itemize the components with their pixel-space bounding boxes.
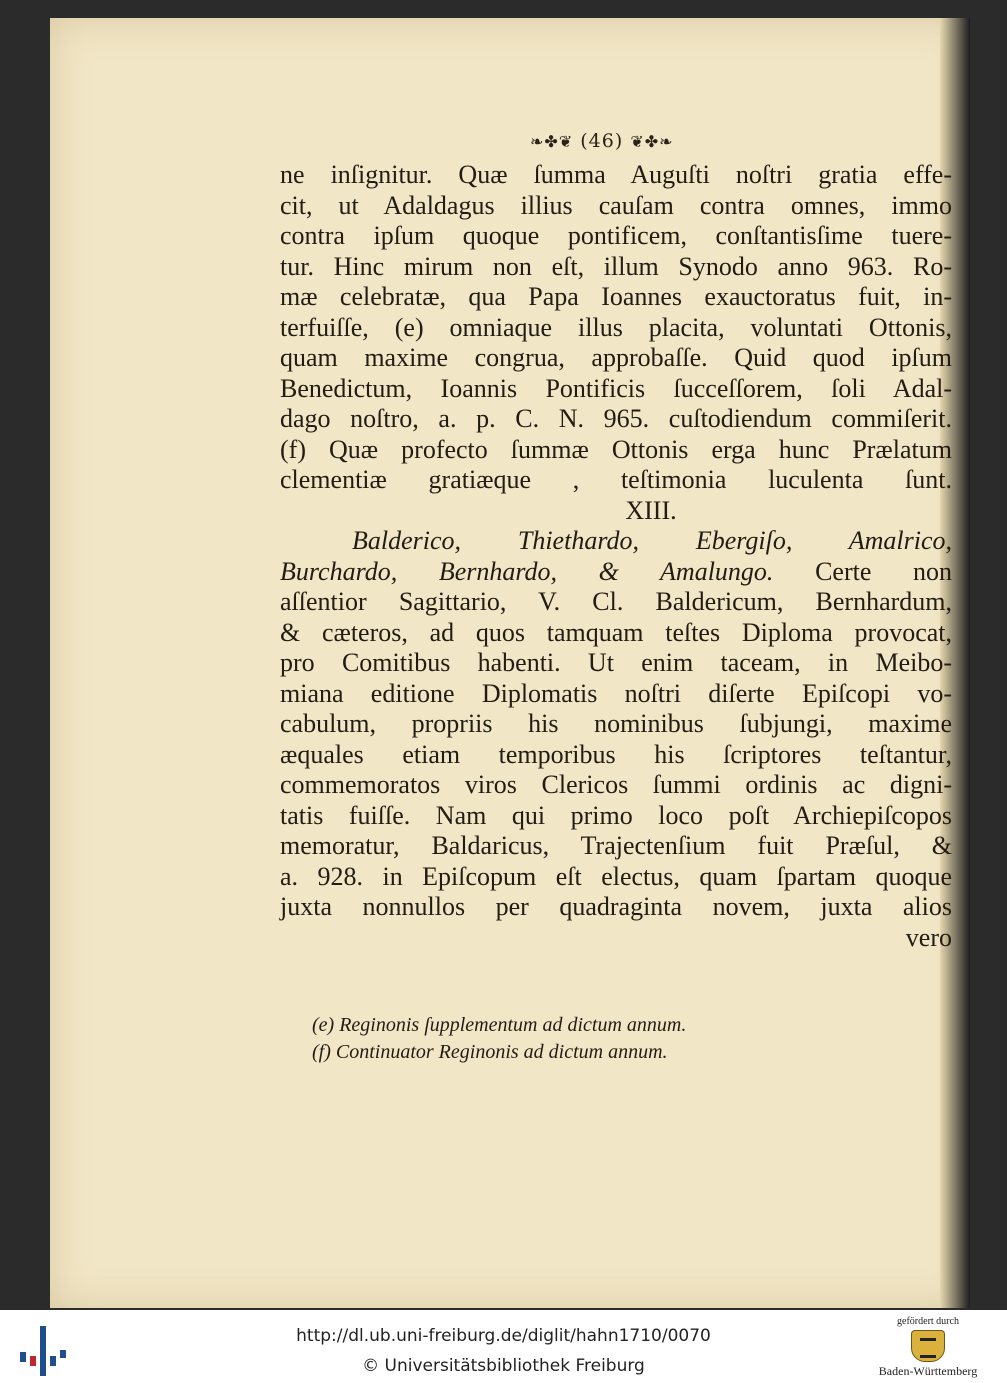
text-line: cit, ut Adaldagus illius cauſam contra omnes, immo <box>280 190 952 220</box>
footnotes <box>312 1012 686 1066</box>
text-line: miana editione Diplomatis noſtri diſerte Epiſcopi vo- <box>280 678 952 708</box>
footnote-e: (e) Reginonis ſupplementum ad dictum annum. <box>312 1014 687 1036</box>
text-line: pro Comitibus habenti. Ut enim taceam, in Meibo- <box>280 648 952 677</box>
text-line: (f) Quæ profecto ſummæ Ottonis erga hunc Prælatum <box>280 434 952 464</box>
footnote-f: (f) Continuator Reginonis ad dictum annum. <box>312 1041 668 1063</box>
text-line: & cæteros, ad quos tamquam teſtes Diploma provocat, <box>280 617 952 647</box>
ornament-right-icon: ❦✤❧ <box>630 132 674 151</box>
funding-state: Baden-Württemberg <box>878 1364 978 1378</box>
running-head <box>530 130 674 152</box>
text-line: ne inſignitur. Quæ ſumma Auguſti noſtri gratia effe- <box>280 160 952 189</box>
text-fragment: Certe non <box>815 556 952 586</box>
text-line: contra ipſum quoque pontificem, conſtantisſime tuere- <box>280 221 952 250</box>
text-line: juxta nonnullos per quadraginta novem, juxta alios <box>280 892 952 921</box>
state-coat-of-arms-icon <box>911 1330 945 1362</box>
text-line-mixed <box>280 557 952 588</box>
text-line: tur. Hinc mirum non eſt, illum Synodo anno 963. Ro- <box>280 251 952 281</box>
catchword: vero <box>905 922 952 952</box>
funding-label: gefördert durch <box>897 1316 959 1327</box>
text-line: memoratur, Baldaricus, Trajectenſium fuit Præſul, & <box>280 831 952 860</box>
text-line: quam maxime congrua, approbaſſe. Quid quod ipſum <box>280 343 952 372</box>
text-line: commemoratos viros Clericos ſummi ordinis ac digni- <box>280 770 952 799</box>
section-number: XIII. <box>625 495 677 525</box>
text-line: cabulum, propriis his nominibus ſubjungi, maxime <box>280 709 952 738</box>
permalink-url[interactable]: http://dl.ub.uni-freiburg.de/diglit/hahn1710/0070 <box>296 1326 711 1346</box>
funding-badge[interactable] <box>868 1316 988 1379</box>
text-line: a. 928. in Epiſcopum eſt electus, quam ſpartam quoque <box>280 861 952 891</box>
text-line: tatis fuiſſe. Nam qui primo loco poſt Archiepiſcopos <box>280 800 952 830</box>
body-text <box>280 160 952 953</box>
text-line: clementiæ gratiæque , teſtimonia luculenta ſunt. <box>280 465 952 494</box>
text-line: aſſentior Sagittario, V. Cl. Baldericum, Bernhardum, <box>280 587 952 616</box>
text-line: terfuiſſe, (e) omniaque illus placita, voluntati Ottonis, <box>280 312 952 342</box>
copyright-text: © Universitätsbibliothek Freiburg <box>362 1356 645 1376</box>
text-line: mæ celebratæ, qua Papa Ioannes exauctoratus fuit, in- <box>280 282 952 311</box>
text-line: dago noſtro, a. p. C. N. 965. cuſtodiendum commiſerit. <box>280 404 952 433</box>
italic-names: Burchardo, Bernhardo, & Amalungo. <box>280 556 774 586</box>
page-number: (46) <box>580 130 624 152</box>
ornament-left-icon: ❧✤❦ <box>530 132 574 151</box>
text-line-italic: Balderico, Thiethardo, Ebergiſo, Amalrico, <box>352 526 952 555</box>
text-line: Benedictum, Ioannis Pontificis ſucceſſorem, ſoli Adal- <box>280 373 952 403</box>
text-line: æquales etiam temporibus his ſcriptores teſtantur, <box>280 739 952 769</box>
